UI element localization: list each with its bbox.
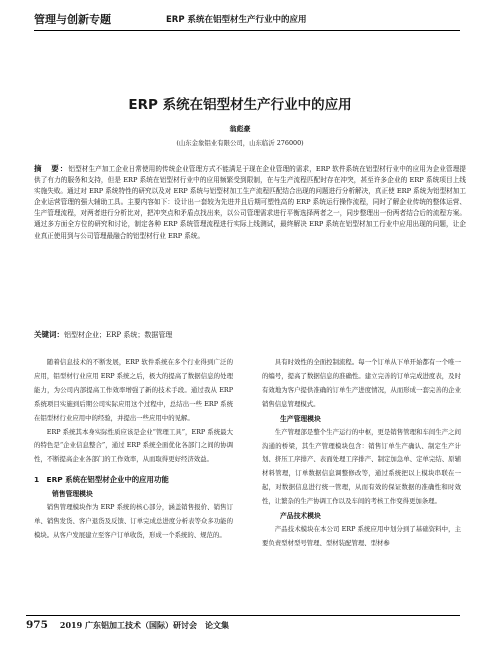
subsection-heading: 销售管理模块 <box>52 490 93 499</box>
section-heading: 1 ERP 系统在铝型材企业中的应用功能 <box>34 475 169 485</box>
keywords-text: 铝型材企业；ERP 系统；数据管理 <box>64 331 173 339</box>
subsection-heading: 产品技术模块 <box>280 512 321 521</box>
paper-title: ERP 系统在铝型材生产行业中的应用 <box>128 97 352 113</box>
header-running-title: ERP 系统在铝型材生产行业中的应用 <box>166 15 307 25</box>
author-affiliation: (山东金象铝业有限公司，山东临沂 276000) <box>176 139 304 147</box>
body-paragraph: 销售管理模块作为 ERP 系统的核心部分，涵盖销售报价、销售订单、销售发货、客户退货及反馈、订单完成总进度分析表等众多功能的模块。从客户发展建立至客户订单收货，形成一个系统的、规范的。 <box>34 503 233 540</box>
page-footer <box>26 615 460 634</box>
body-paragraph: 生产管理部是整个生产运行的中枢，更是销售管理和车间生产之间沟通的桥梁，其生产管理模块包含：销售订单生产确认、制定生产计划、挤压工序排产、表面处理工序排产、制定加急单、定单完结、原辅材料管理，订单数据信息调整修改等，通过系统把以上模块串联在一起，对数据信息进行统一管理，从而有效的保证数据的准确性和时效性，让繁杂的生产协调工作以及车间的考核工作变得更加条理。 <box>262 427 461 506</box>
abstract-text: 铝型材生产加工企业日常使用的传统企业管理方式不能满足于现在企业管理的需求，ERP 软件系统在铝型材行业中的应用为企业管理提供了有力的服务和支持，但是 ERP 系统在铝型材行业中的应用频繁受到限制，在与生产流程匹配时存在冲突，甚至许多企业的 ERP 系统项目上线实施失败。通过对 ERP 系统特性的研究以及对 ERP 系统与铝型材加工生产流程匹配结合出现的问题进行分析解决，真正使 ERP 系统为铝型材加工企业运营管理的强大辅助工具。主要内容如下：设计出一套较为先进并且后期可塑性高的 ERP 系统运行操作流程，同时了解企业传统的整体运营、生产管理流程，对两者进行分析比对，把冲突点和矛盾点找出来，以公司管理需求进行平衡选择两者之一，同步整理出一份两者结合后的流程方案。通过多方面全方位的研究和讨论，制定各种 ERP 系统管理流程进行实际上线测试，最终解决 ERP 系统在铝型材加工行业中应用出现的问题，让企业真正使用到与公司管理最融合的铝型材行业 ERP 系统。 <box>34 165 467 240</box>
abstract <box>34 163 466 242</box>
body-column-right <box>262 356 461 551</box>
header-section-label: 管理与创新专题 <box>34 13 111 26</box>
page-number: 975 <box>26 619 48 631</box>
body-paragraph: ERP 系统其本身实际性质应该是企业“管理工具”，ERP 系统最大的特色是“企业信息整合”，通过 ERP 系统全面优化各部门之间的协调性，不断提高企业各部门的工作效率，从而取得更好经济效益。 <box>34 427 233 464</box>
abstract-label: 摘 要： <box>34 164 69 173</box>
author-name: 翁彪豪 <box>229 124 251 133</box>
body-paragraph: 随着信息技术的不断发展，ERP 软件系统在多个行业得到广泛的应用，铝型材行业应用 ERP 系统之后，极大的提高了数据信息的处理能力，为公司内部提高工作效率增强了新的技术手段。通过我从 ERP 系统项目实施到后期公司实际应用这个过程中，总结出一些 ERP 系统在铝型材行业应用中的经验，并提出一些应用中的见解。 <box>34 358 233 422</box>
keywords-label: 关键词： <box>34 330 64 339</box>
body-column-left <box>34 356 233 543</box>
running-header <box>34 8 460 31</box>
keywords <box>34 329 466 340</box>
body-paragraph: 具有时效性的全面控制流程。每一个订单从下单开始都有一个唯一的编号，提高了数据信息的准确性。建立完善的订单完成进度表，及时有效地为客户提供准确的订单生产进度情况，从而形成一套完善的企业销售信息管理模式。 <box>262 358 461 408</box>
footer-proceedings-title: 2019 广东铝加工技术（国际）研讨会 论文集 <box>59 619 229 630</box>
subsection-heading: 生产管理模块 <box>280 414 321 423</box>
body-paragraph: 产品技术模块在本公司 ERP 系统应用中划分到了基础资料中，主要负责型材型号管理、型材装配管理、型材参 <box>262 525 461 547</box>
